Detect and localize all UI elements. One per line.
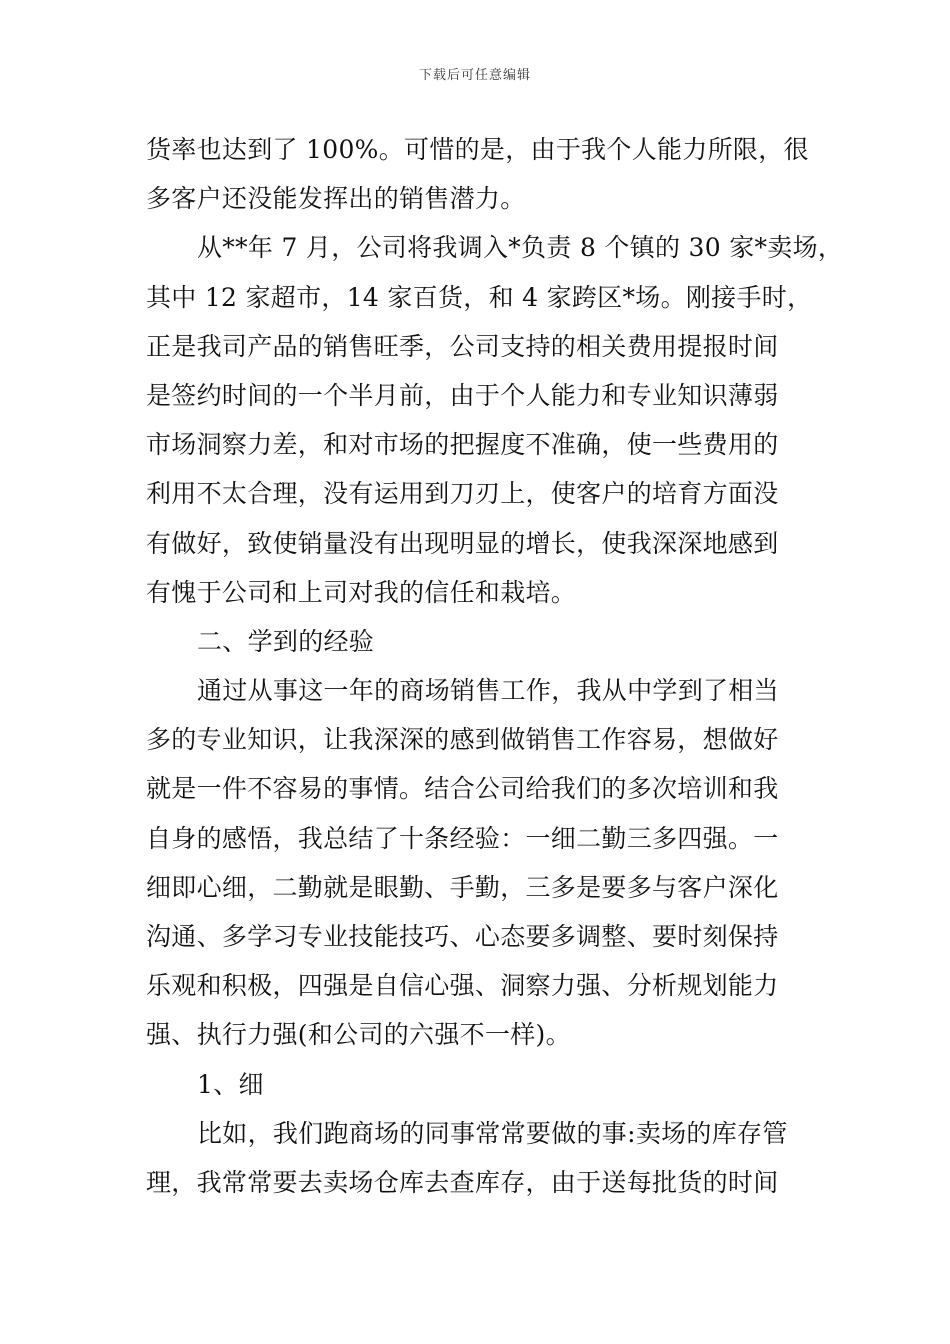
text-line: 强、执行力强(和公司的六强不一样)。 (146, 1020, 571, 1050)
paragraph-start-line: 通过从事这一年的商场销售工作，我从中学到了相当 (197, 676, 779, 706)
text-line: 市场洞察力差，和对市场的把握度不准确，使一些费用的 (146, 430, 779, 460)
text-line: 正是我司产品的销售旺季，公司支持的相关费用提报时间 (146, 331, 779, 361)
paragraph-start-line: 比如，我们跑商场的同事常常要做的事:卖场的库存管 (197, 1118, 788, 1148)
text-line: 自身的感悟，我总结了十条经验：一细二勤三多四强。一 (146, 823, 779, 853)
text-line: 沟通、多学习专业技能技巧、心态要多调整、要时刻保持 (146, 922, 779, 951)
text-line: 货率也达到了 100%。可惜的是，由于我个人能力所限，很 (146, 135, 809, 164)
text-line: 理，我常常要去卖场仓库去查库存，由于送每批货的时间 (146, 1167, 779, 1197)
text-line: 利用不太合理，没有运用到刀刃上，使客户的培育方面没 (146, 479, 779, 509)
subsection-heading: 1、细 (197, 1069, 264, 1099)
text-line: 是签约时间的一个半月前，由于个人能力和专业知识薄弱 (146, 380, 779, 410)
document-body (146, 125, 844, 1207)
text-line: 多的专业知识，让我深深的感到做销售工作容易，想做好 (146, 725, 779, 755)
paragraph-start-line: 从**年 7 月，公司将我调入*负责 8 个镇的 30 家*卖场， (197, 233, 844, 263)
text-line: 有愧于公司和上司对我的信任和栽培。 (146, 577, 577, 607)
text-line: 其中 12 家超市，14 家百货，和 4 家跨区*场。刚接手时， (146, 282, 813, 312)
text-line: 有做好，致使销量没有出现明显的增长，使我深深地感到 (146, 528, 779, 558)
text-line: 细即心细，二勤就是眼勤、手勤，三多是要多与客户深化 (146, 872, 779, 902)
page-header: 下载后可任意编辑 (418, 68, 531, 83)
text-line: 就是一件不容易的事情。结合公司给我们的多次培训和我 (146, 774, 779, 804)
section-heading: 二、学到的经验 (197, 626, 375, 656)
text-line: 乐观和积极，四强是自信心强、洞察力强、分析规划能力 (146, 971, 779, 1001)
text-line: 多客户还没能发挥出的销售潜力。 (146, 184, 526, 214)
